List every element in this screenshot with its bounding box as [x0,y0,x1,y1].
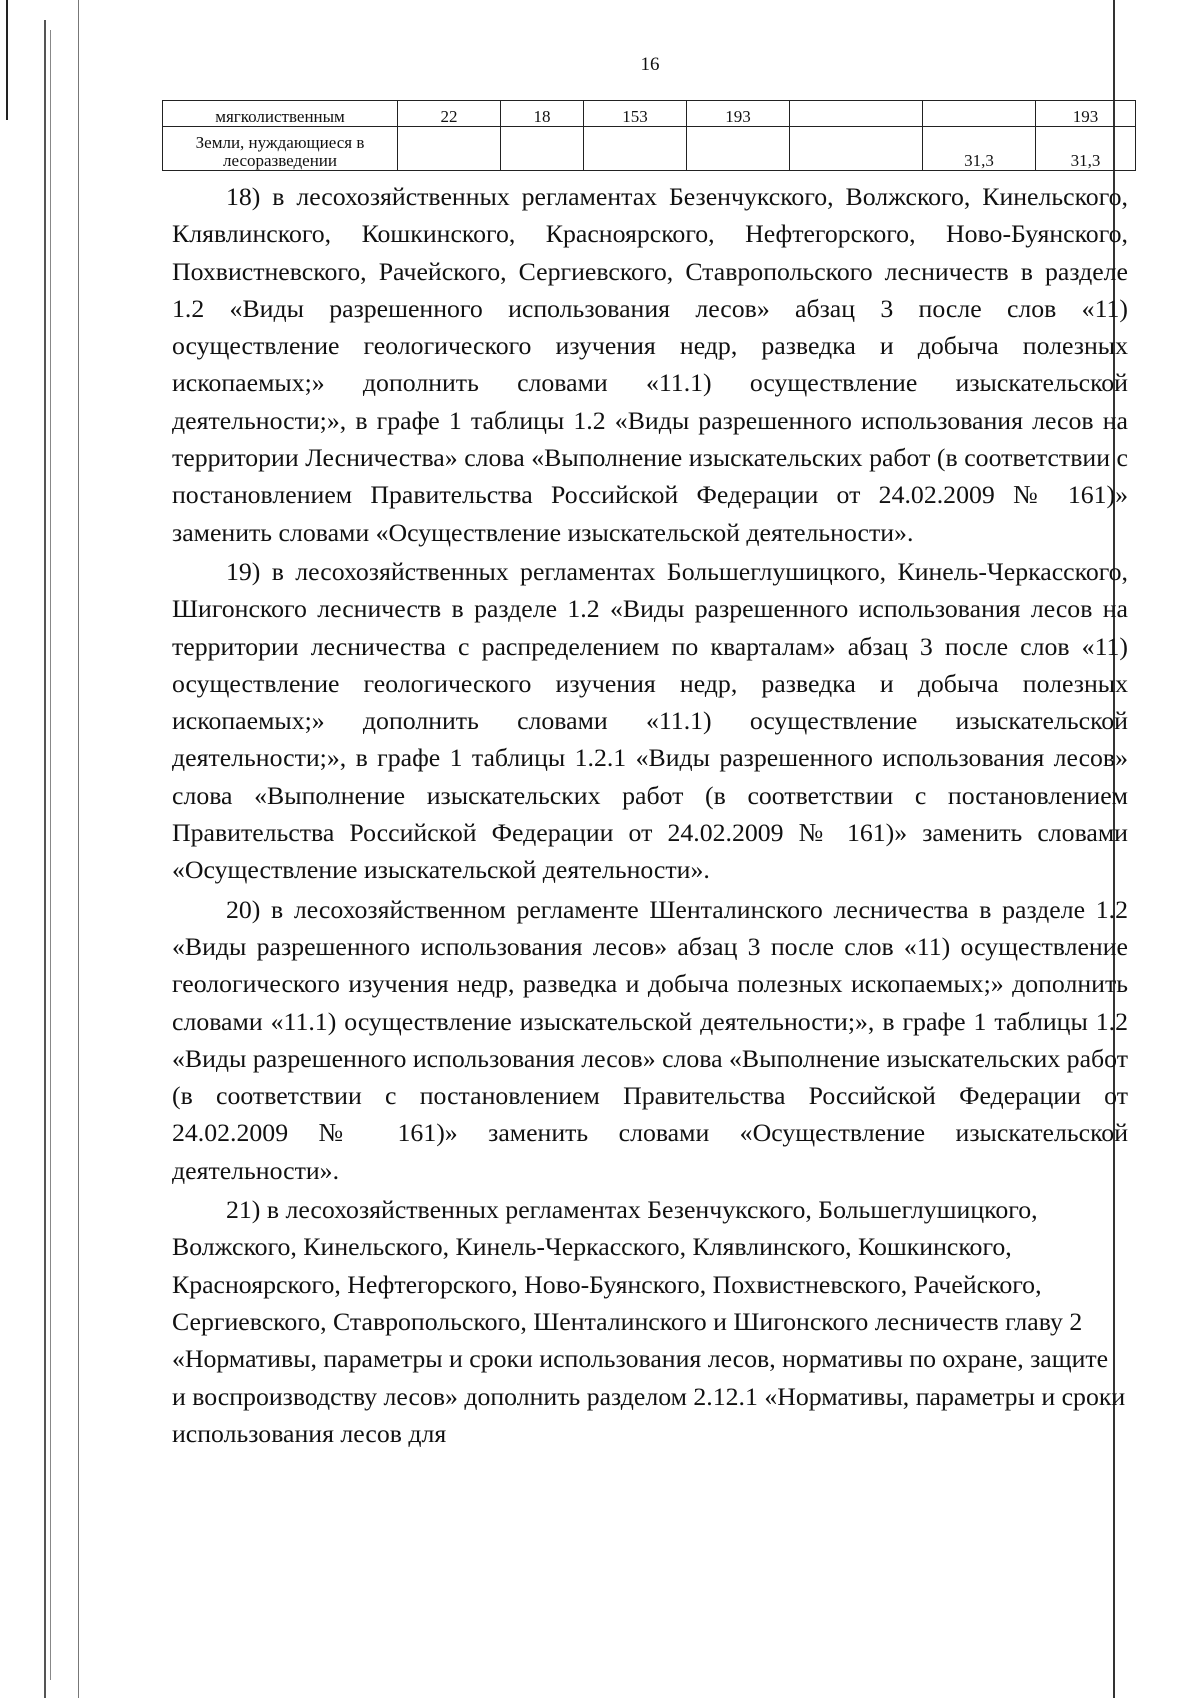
paragraph-20: 20) в лесохозяйственном регламенте Шенталинского лесничества в разделе 1.2 «Виды разрешенного использования лесов» абзац 3 после слов «11) осуществление геологического изучения недр, разведка и добыча полезных ископаемых;» дополнить словами «11.1) осуществление изыскательской деятельности;», в графе 1 таблицы 1.2 «Виды разрешенного использования лесов» слова «Выполнение изыскательских работ (в соответствии с постановлением Правительства Российской Федерации от 24.02.2009 № 161)» заменить словами «Осуществление изыскательской деятельности». [172,894,1128,1185]
paragraph-21: 21) в лесохозяйственных регламентах Безенчукского, Большеглушицкого, Волжского, Кинельского, Кинель-Черкасского, Клявлинского, Кошкинского, Красноярского, Нефтегорского, Ново-Буянского, Похвистневского, Рачейского, Сергиевского, Ставропольского, Шенталинского и Шигонского лесничеств главу 2 «Нормативы, параметры и сроки использования лесов, нормативы по охране, защите и воспроизводству лесов» дополнить разделом 2.12.1 «Нормативы, параметры и сроки использования лесов для [172,1195,1126,1448]
paragraph-19: 19) в лесохозяйственных регламентах Большеглушицкого, Кинель-Черкасского, Шигонского лесничеств в разделе 1.2 «Виды разрешенного использования лесов на территории лесничества с распределением по кварталам» абзац 3 после слов «11) осуществление геологического изучения недр, разведка и добыча полезных ископаемых;» дополнить словами «11.1) осуществление изыскательской деятельности;», в графе 1 таблицы 1.2.1 «Виды разрешенного использования лесов» слова «Выполнение изыскательских работ (в соответствии с постановлением Правительства Российской Федерации от 24.02.2009 № 161)» заменить словами «Осуществление изыскательской деятельности». [172,556,1128,885]
table-cell: 193 [687,101,790,127]
table-row [163,127,1136,171]
table-cell [790,127,923,171]
scan-edge-line [50,30,51,1680]
table-cell: 31,3 [923,127,1036,171]
document-body [172,178,1128,1452]
page-number: 16 [640,54,660,75]
table-cell [923,101,1036,127]
table-cell [501,127,584,171]
table-row [163,101,1136,127]
table-cell: 31,3 [1036,127,1136,171]
table-cell [687,127,790,171]
table-cell: 22 [398,101,501,127]
table-cell [584,127,687,171]
table-fragment [162,100,1136,171]
table-cell: 153 [584,101,687,127]
table-cell: мягколиственным [163,101,398,127]
paragraph-18: 18) в лесохозяйственных регламентах Безенчукского, Волжского, Кинельского, Клявлинского, Кошкинского, Красноярского, Нефтегорского, Ново-Буянского, Похвистневского, Рачейского, Сергиевского, Ставропольского лесничеств в разделе 1.2 «Виды разрешенного использования лесов» абзац 3 после слов «11) осуществление геологического изучения недр, разведка и добыча полезных ископаемых;» дополнить словами «11.1) осуществление изыскательской деятельности;», в графе 1 таблицы 1.2 «Виды разрешенного использования лесов на территории Лесничества» слова «Выполнение изыскательских работ (в соответствии с постановлением Правительства Российской Федерации от 24.02.2009 № 161)» заменить словами «Осуществление изыскательской деятельности». [172,182,1128,547]
scan-edge-line [78,0,79,1698]
table-cell [398,127,501,171]
table-cell: 18 [501,101,584,127]
table-cell: 193 [1036,101,1136,127]
scan-edge-line [44,20,46,1698]
table-cell [790,101,923,127]
table-cell: Земли, нуждающиеся в лесоразведении [163,127,398,171]
